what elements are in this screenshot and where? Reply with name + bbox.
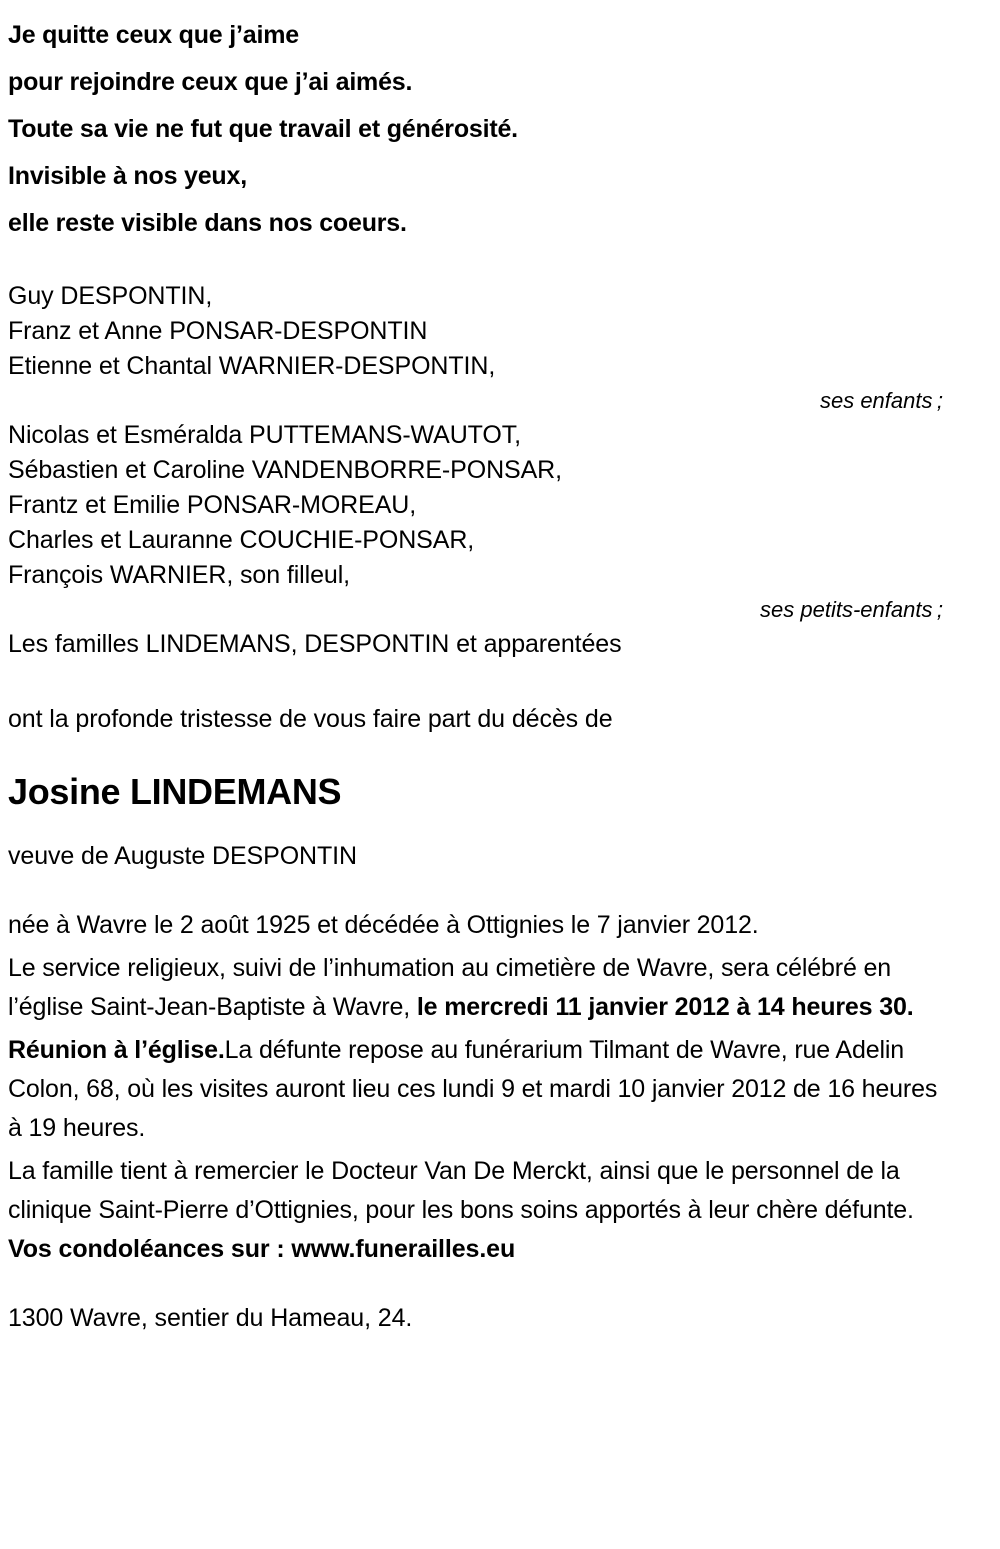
spacer <box>8 815 945 839</box>
relation-label-grandchildren: ses petits-enfants ; <box>760 597 943 622</box>
epigraph-block <box>8 0 945 247</box>
announcement-line: ont la profonde tristesse de vous faire part du décès de <box>8 705 613 733</box>
epigraph-line: Je quitte ceux que j’aime <box>8 21 299 49</box>
condolences-line: Vos condoléances sur : www.funerailles.eu <box>8 1235 516 1263</box>
widow-of-line: veuve de Auguste DESPONTIN <box>8 842 357 870</box>
list-item: Charles et Lauranne COUCHIE-PONSAR, <box>8 526 475 554</box>
list-item: Guy DESPONTIN, <box>8 282 213 310</box>
visitation-heading: Réunion à l’église. <box>8 1036 225 1064</box>
epigraph-line: Invisible à nos yeux, <box>8 162 247 190</box>
service-datetime: le mercredi 11 janvier 2012 à 14 heures 30. <box>416 993 914 1021</box>
grandchildren-block <box>8 418 945 627</box>
service-paragraph <box>8 949 945 1027</box>
list-item: Sébastien et Caroline VANDENBORRE-PONSAR, <box>8 456 562 484</box>
spacer <box>8 247 945 279</box>
relation-label-children: ses enfants ; <box>819 388 943 413</box>
spacer <box>8 737 945 769</box>
thanks-paragraph: La famille tient à remercier le Docteur Van De Merckt, ainsi que le personnel de la clinique Saint-Pierre d’Ottignies, pour les bons soins apportés à leur chère défunte. <box>8 1157 914 1224</box>
families-line: Les familles LINDEMANS, DESPONTIN et apparentées <box>8 630 622 658</box>
list-item: Nicolas et Esméralda PUTTEMANS-WAUTOT, <box>8 421 521 449</box>
epigraph-line: pour rejoindre ceux que j’ai aimés. <box>8 68 413 96</box>
visitation-paragraph <box>8 1031 945 1148</box>
birth-death-line: née à Wavre le 2 août 1925 et décédée à Ottignies le 7 janvier 2012. <box>8 911 759 939</box>
deceased-name: Josine LINDEMANS <box>8 771 342 812</box>
visitation-text: La défunte repose au funérarium Tilmant de Wavre, rue Adelin Colon, 68, où les visites auront lieu ces lundi 9 et mardi 10 janvier 2012 de 16 heures à 19 heures. <box>8 1036 938 1142</box>
spacer <box>8 662 945 702</box>
spacer <box>8 1269 945 1301</box>
children-block <box>8 279 945 418</box>
address-line: 1300 Wavre, sentier du Hameau, 24. <box>8 1304 413 1332</box>
list-item: Franz et Anne PONSAR-DESPONTIN <box>8 317 428 345</box>
epigraph-line: elle reste visible dans nos coeurs. <box>8 209 407 237</box>
list-item: Frantz et Emilie PONSAR-MOREAU, <box>8 491 417 519</box>
service-text: Le service religieux, suivi de l’inhumation au cimetière de Wavre, sera célébré en l’église Saint-Jean-Baptiste à Wavre, <box>8 954 892 1021</box>
list-item: Etienne et Chantal WARNIER-DESPONTIN, <box>8 352 496 380</box>
spacer <box>8 874 945 906</box>
list-item: François WARNIER, son filleul, <box>8 561 350 589</box>
epigraph-line: Toute sa vie ne fut que travail et générosité. <box>8 115 518 143</box>
